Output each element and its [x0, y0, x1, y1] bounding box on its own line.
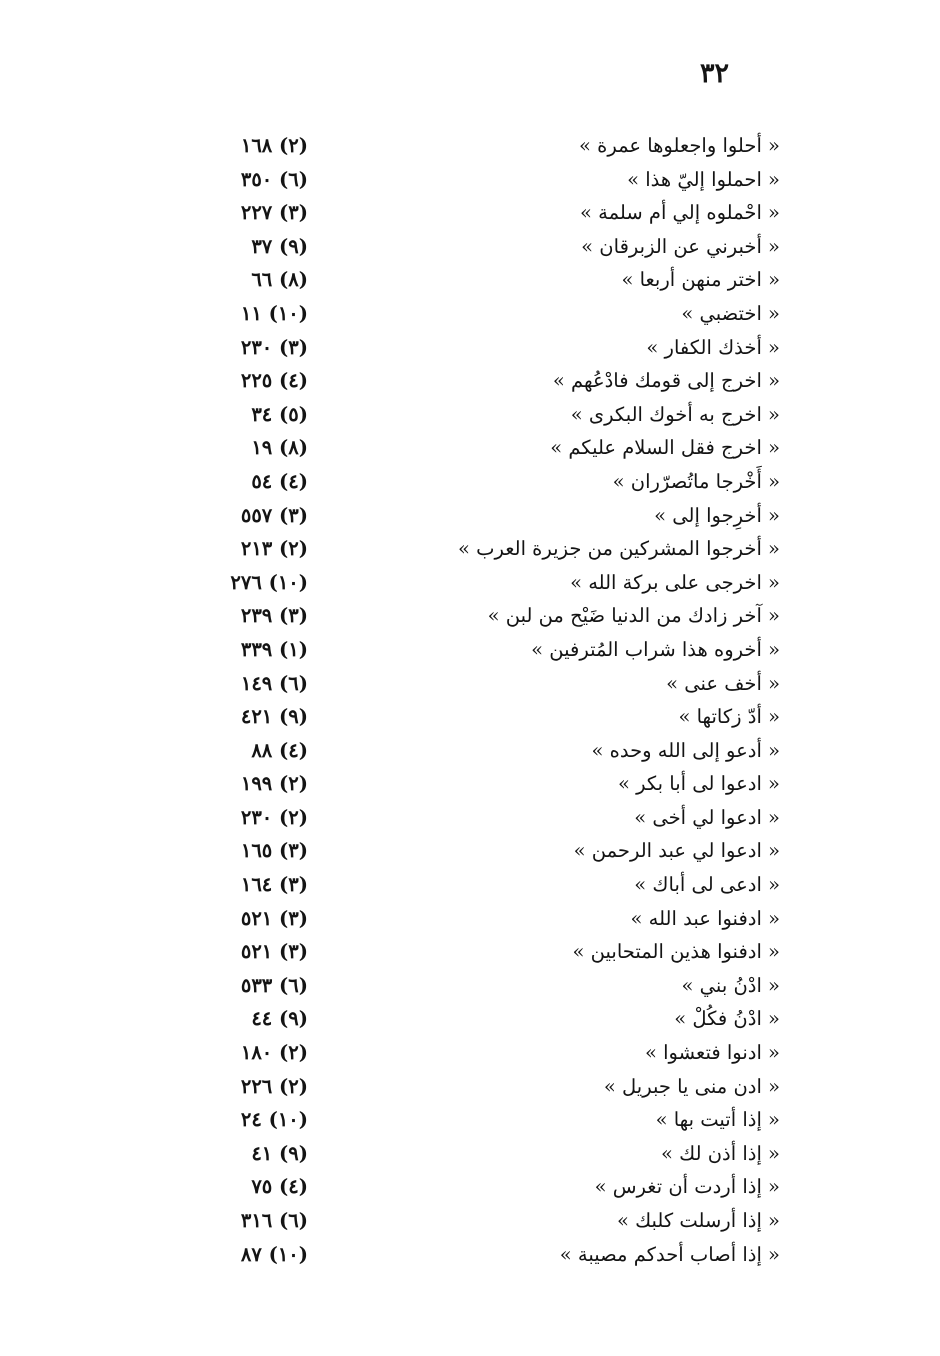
entry-reference: (٨) ٦٦ [251, 268, 308, 292]
entry-text: « أخروه هذا شراب المُترفين » [531, 637, 780, 661]
entry-text: « ادْنُ بني » [681, 973, 780, 997]
list-item [0, 297, 940, 331]
entry-reference: (٣) ٢٢٧ [240, 201, 308, 225]
entry-text: « أحلوا واجعلوها عمرة » [578, 134, 780, 157]
list-item [0, 364, 940, 398]
entry-reference: (٤) ٧٥ [251, 1175, 308, 1199]
list-item [0, 1137, 940, 1171]
list-item [0, 1070, 940, 1104]
entry-text: « أدّ زكاتها » [678, 705, 780, 729]
list-item [0, 599, 940, 633]
entry-reference: (٤) ٨٨ [251, 738, 308, 762]
list-item [0, 734, 940, 768]
list-item [0, 331, 940, 365]
entry-reference: (٦) ٥٣٣ [240, 973, 308, 997]
list-item [0, 398, 940, 432]
entry-text: « إذا أردت أن تغرس » [594, 1175, 780, 1199]
list-item [0, 700, 940, 734]
entry-reference: (١٠) ١١ [240, 301, 308, 325]
entry-reference: (٩) ٣٧ [251, 234, 308, 258]
list-item [0, 633, 940, 667]
entry-reference: (٦) ٣٥٠ [240, 167, 308, 191]
list-item [0, 1002, 940, 1036]
entry-reference: (٩) ٤٤ [251, 1007, 308, 1031]
list-item [0, 667, 940, 701]
entry-reference: (٦) ٣١٦ [240, 1209, 308, 1232]
entry-text: « إذا أصاب أحدكم مصيبة » [559, 1242, 780, 1266]
list-item [0, 532, 940, 566]
entry-reference: (١٠) ٢٤ [240, 1108, 308, 1132]
entry-text: « ادعوا لي عبد الرحمن » [573, 839, 780, 863]
entry-text: « إذا أرسلت كلبك » [616, 1209, 780, 1232]
entry-reference: (٢) ٢١٣ [240, 537, 308, 561]
entry-text: « أخذك الكفار » [646, 335, 780, 359]
list-item [0, 1036, 940, 1070]
list-item [0, 196, 940, 230]
entry-reference: (٣) ٥٥٧ [240, 503, 308, 527]
entry-text: « أخرجوا المشركين من جزيرة العرب » [457, 537, 780, 561]
entry-text: « أخرِجوا إلى » [654, 503, 780, 527]
list-item [0, 1103, 940, 1137]
entry-text: « آخر زادك من الدنيا ضَيْح من لبن » [487, 604, 780, 628]
list-item [0, 431, 940, 465]
list-item [0, 499, 940, 533]
entry-text: « إذا أتيت بها » [655, 1108, 780, 1132]
entry-reference: (٦) ١٤٩ [240, 671, 308, 695]
entry-text: « احْملوه إلي أم سلمة » [580, 201, 780, 225]
entry-reference: (٣) ٢٣٩ [240, 604, 308, 628]
entry-reference: (١) ٣٣٩ [240, 637, 308, 661]
list-item [0, 868, 940, 902]
entry-reference: (٩) ٤١ [251, 1141, 308, 1165]
entry-text: « أدعو إلى الله وحده » [591, 738, 780, 762]
entry-text: « إذا أذن لك » [661, 1141, 780, 1165]
list-item [0, 1204, 940, 1238]
list-item [0, 935, 940, 969]
entry-text: « اختضبي » [681, 301, 780, 325]
entry-text: « ادْنُ فكُلْ » [674, 1007, 780, 1031]
entry-text: « ادعوا لي أخى » [634, 805, 780, 829]
entry-reference: (٢) ١٩٩ [240, 772, 308, 796]
entry-reference: (٢) ٢٢٦ [240, 1074, 308, 1098]
list-item [0, 902, 940, 936]
entry-reference: (٥) ٣٤ [251, 402, 308, 426]
list-item [0, 230, 940, 264]
entry-reference: (٢) ٢٣٠ [240, 805, 308, 829]
entry-text: « ادن منى يا جبريل » [603, 1074, 780, 1098]
entry-text: « ادفنوا هذين المتحابين » [572, 940, 780, 964]
entry-reference: (٢) ١٨٠ [240, 1041, 308, 1065]
entry-text: « اخرج فقل السلام عليكم » [550, 436, 780, 460]
entry-text: « ادفنوا عبد الله » [630, 906, 780, 930]
entry-reference: (٣) ١٦٤ [240, 873, 308, 897]
entry-text: « اخرجى على بركة الله » [570, 570, 780, 594]
list-item [0, 1170, 940, 1204]
list-item [0, 767, 940, 801]
entry-text: « أخبرني عن الزبرقان » [581, 234, 780, 258]
entry-reference: (٤) ٥٤ [251, 469, 308, 493]
page-number: ٣٢ [700, 58, 730, 89]
entry-reference: (١٠) ٨٧ [240, 1242, 308, 1266]
entry-text: « احملوا إليّ هذا » [627, 167, 780, 191]
entry-reference: (٢) ١٦٨ [240, 134, 308, 157]
list-item [0, 834, 940, 868]
entry-reference: (١٠) ٢٧٦ [230, 570, 308, 594]
list-item [0, 566, 940, 600]
list-item [0, 129, 940, 163]
entry-reference: (٣) ٥٢١ [240, 906, 308, 930]
entry-text: « ادعوا لى أبا بكر » [617, 772, 780, 796]
entry-text: « ادنوا فتعشوا » [645, 1041, 780, 1065]
entry-text: « اخرج إلى قومك فادْعُهم » [552, 369, 780, 393]
list-item [0, 465, 940, 499]
list-item [0, 1238, 940, 1272]
list-item [0, 969, 940, 1003]
entry-text: « اخرج به أخوك البكرى » [570, 402, 780, 426]
list-item [0, 163, 940, 197]
entry-reference: (٨) ١٩ [251, 436, 308, 460]
index-list [0, 129, 940, 1271]
entry-reference: (٣) ٥٢١ [240, 940, 308, 964]
list-item [0, 801, 940, 835]
entry-reference: (٤) ٢٢٥ [240, 369, 308, 393]
entry-text: « أخف عنى » [666, 671, 780, 695]
entry-text: « ادعى لى أباك » [634, 873, 780, 897]
entry-text: « اختر منهن أربعا » [621, 268, 780, 292]
entry-reference: (٣) ١٦٥ [240, 839, 308, 863]
list-item [0, 263, 940, 297]
entry-text: « أَخْرجا ماتُصرّران » [612, 469, 780, 493]
entry-reference: (٩) ٤٢١ [240, 705, 308, 729]
entry-reference: (٣) ٢٣٠ [240, 335, 308, 359]
